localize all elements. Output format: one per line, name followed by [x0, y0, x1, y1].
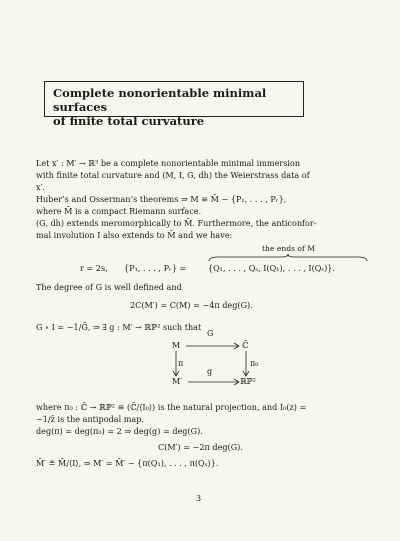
page-number: 3 [196, 494, 202, 503]
para1-line1: Let x′ : M′ → ℝ³ be a complete nonorientable minimal immersion [36, 158, 301, 168]
diagram-right-label: π₀ [250, 359, 259, 368]
diagram-bottom-right: ℝℙ² [240, 377, 256, 386]
commutative-diagram [172, 315, 262, 395]
final-equation-1: C(M′) = −2π deg(G). [158, 442, 243, 452]
diagram-bottom-label: g [207, 367, 213, 376]
ends-eq-left: r = 2s, [80, 263, 108, 273]
para2-line2: where M̄ is a compact Riemann surface. [36, 206, 202, 216]
ends-eq-set-right: {Q₁, . . . , Qₛ, I(Q₁), . . . , I(Qₛ)}. [208, 263, 335, 273]
title-line-1: Complete nonorientable minimal surfaces [53, 86, 267, 114]
para1-line2: with finite total curvature and (M, I, G, dh) the Weierstrass data of [36, 170, 310, 180]
para4-line1: where π₀ : ℂ̄ → ℝℙ² ≡ (ℂ̄/⟨I₀⟩) is the natural projection, and I₀(z) = [36, 402, 307, 412]
g-line: G ∘ I = −1/Ḡ, ⇒ ∃ g : M′ → ℝℙ² such that [36, 322, 202, 332]
curvature-equation: 2C(M′) = C(M) = −4π deg(G). [130, 300, 253, 310]
brace-label: the ends of M [262, 244, 315, 253]
title-line-2: of finite total curvature [53, 114, 205, 128]
para3: The degree of G is well defined and [36, 282, 182, 292]
para4-line3: deg(π) = deg(π₀) = 2 ⇒ deg(g) = deg(G). [36, 426, 203, 436]
diagram-left-label: π [178, 359, 184, 368]
diagram-top-left: M [172, 341, 181, 350]
diagram-bottom-left: M′ [172, 377, 183, 386]
para2-line4: mal involution I also extends to M̄ and we have: [36, 230, 233, 240]
diagram-top-right: ℂ̄ [242, 341, 249, 350]
final-equation-2: M̄′ ≝ M̄/⟨I⟩, ⇒ M′ = M̄′ − {π(Q₁), . . . , π(Qₛ)}. [36, 458, 219, 468]
para4-line2: −1/z̄ is the antipodal map. [36, 414, 144, 424]
diagram-arrows [172, 315, 262, 395]
para2-line3: (G, dh) extends meromorphically to M̄. Furthermore, the anticonfor- [36, 218, 317, 228]
ends-eq-set-left: {P₁, . . . , Pᵣ} = [124, 263, 187, 273]
overbrace [208, 254, 368, 262]
para2-line1: Huber’s and Osserman’s theorems ⇒ M ≡ M̄ − {P₁, . . . , Pᵣ}, [36, 194, 287, 204]
diagram-top-label: G [207, 329, 214, 338]
para1-line3: x′. [36, 182, 45, 192]
title-box [44, 81, 304, 128]
